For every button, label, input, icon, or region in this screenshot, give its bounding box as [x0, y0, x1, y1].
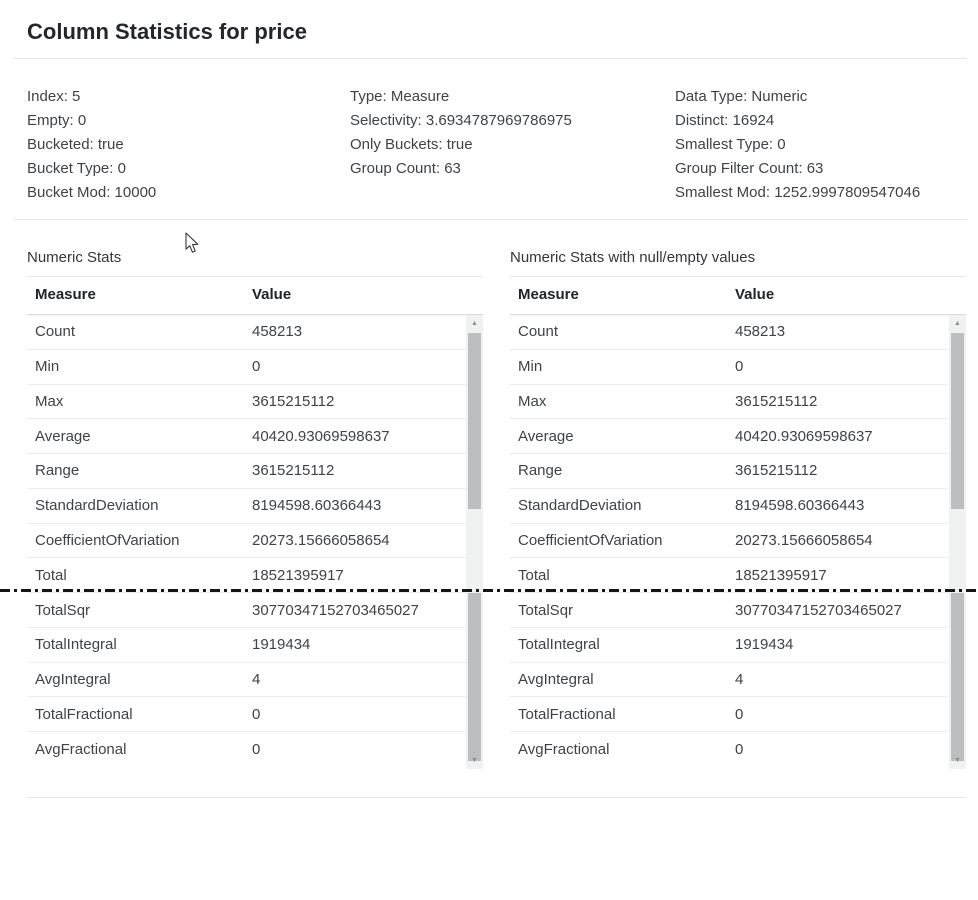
measure-cell: Max	[518, 392, 547, 410]
panel-title: Numeric Stats with null/empty values	[510, 249, 756, 266]
value-cell: 0	[735, 741, 744, 759]
meta-line: Index: 5	[27, 88, 81, 105]
value-cell: 3615215112	[735, 392, 818, 410]
measure-cell: Min	[518, 358, 543, 376]
table-row	[27, 593, 466, 628]
meta-line: Group Filter Count: 63	[675, 160, 824, 177]
value-cell: 0	[735, 705, 744, 723]
scrollbar[interactable]	[949, 315, 966, 769]
table-row	[510, 385, 949, 420]
measure-cell: Range	[35, 462, 80, 480]
value-cell: 8194598.60366443	[252, 497, 382, 515]
table-row	[510, 593, 949, 628]
table-row	[510, 489, 949, 524]
meta-column-middle	[350, 85, 675, 205]
value-cell: 1919434	[252, 636, 311, 654]
measure-cell: Count	[518, 323, 559, 341]
scrollbar-thumb-upper[interactable]	[468, 333, 481, 509]
scroll-up-button[interactable]	[949, 316, 966, 331]
meta-line: Empty: 0	[27, 112, 87, 129]
table-row	[27, 628, 466, 663]
table-header-row	[510, 277, 966, 315]
measure-cell: TotalIntegral	[518, 636, 600, 654]
table-row	[510, 732, 949, 767]
measure-cell: AvgFractional	[35, 741, 127, 759]
measure-cell: StandardDeviation	[35, 497, 159, 515]
value-cell: 40420.93069598637	[252, 427, 390, 445]
scroll-up-icon: ▲	[954, 320, 961, 327]
meta-line: Only Buckets: true	[350, 136, 473, 153]
table-row	[27, 385, 466, 420]
value-cell: 30770347152703465027	[252, 601, 419, 619]
measure-cell: Average	[35, 427, 91, 445]
meta-line: Bucket Type: 0	[27, 160, 126, 177]
measure-cell: TotalSqr	[35, 601, 91, 619]
value-cell: 30770347152703465027	[735, 601, 902, 619]
table-rows	[510, 315, 949, 767]
measure-cell: AvgIntegral	[35, 671, 111, 689]
column-header-measure: Measure	[35, 286, 96, 303]
measure-cell: Total	[35, 566, 67, 584]
meta-line: Data Type: Numeric	[675, 88, 808, 105]
bottom-divider	[27, 797, 966, 798]
measure-cell: CoefficientOfVariation	[35, 531, 180, 549]
measure-cell: Range	[518, 462, 563, 480]
table-row	[510, 663, 949, 698]
table-row	[510, 350, 949, 385]
meta-column-right	[675, 85, 966, 205]
table-row	[27, 315, 466, 350]
meta-section	[0, 59, 978, 205]
table-row	[27, 524, 466, 559]
table-row	[510, 454, 949, 489]
table-row	[510, 524, 949, 559]
scrollbar-thumb-lower[interactable]	[468, 593, 481, 761]
table-row	[27, 558, 466, 593]
table-row	[510, 315, 949, 350]
value-cell: 20273.15666058654	[735, 531, 873, 549]
table-row	[27, 350, 466, 385]
panel-title: Numeric Stats	[27, 249, 122, 266]
table-body	[510, 315, 966, 769]
scroll-down-icon: ▼	[954, 757, 961, 764]
meta-line: Bucket Mod: 10000	[27, 184, 157, 201]
measure-cell: Count	[35, 323, 76, 341]
scrollbar-thumb-lower[interactable]	[951, 593, 964, 761]
scrollbar[interactable]	[466, 315, 483, 769]
measure-cell: TotalFractional	[518, 705, 616, 723]
value-cell: 4	[252, 671, 261, 689]
table-row	[510, 697, 949, 732]
value-cell: 4	[735, 671, 744, 689]
measure-cell: AvgFractional	[518, 741, 610, 759]
table-row	[27, 732, 466, 767]
table-row	[27, 419, 466, 454]
value-cell: 0	[252, 741, 261, 759]
value-cell: 3615215112	[735, 462, 818, 480]
table-rows	[27, 315, 466, 767]
value-cell: 3615215112	[252, 462, 335, 480]
meta-line: Selectivity: 3.6934787969786975	[350, 112, 572, 129]
meta-line: Smallest Mod: 1252.9997809547046	[675, 184, 921, 201]
value-cell: 458213	[735, 323, 786, 341]
stitch-divider-line	[0, 589, 978, 592]
measure-cell: StandardDeviation	[518, 497, 642, 515]
value-cell: 18521395917	[252, 566, 344, 584]
measure-cell: Total	[518, 566, 550, 584]
measure-cell: AvgIntegral	[518, 671, 594, 689]
value-cell: 8194598.60366443	[735, 497, 865, 515]
measure-cell: Max	[35, 392, 64, 410]
table-row	[27, 489, 466, 524]
table-row	[510, 628, 949, 663]
stats-tables-section	[0, 220, 978, 769]
measure-cell: TotalIntegral	[35, 636, 117, 654]
numeric-stats-null-panel	[510, 220, 966, 769]
table-body	[27, 315, 483, 769]
column-header-value: Value	[252, 286, 292, 303]
value-cell: 458213	[252, 323, 303, 341]
scroll-down-button[interactable]	[949, 753, 966, 768]
scrollbar-thumb-upper[interactable]	[951, 333, 964, 509]
column-header-measure: Measure	[518, 286, 579, 303]
meta-line: Type: Measure	[350, 88, 450, 105]
table-row	[27, 697, 466, 732]
scroll-down-icon: ▼	[471, 757, 478, 764]
measure-cell: TotalFractional	[35, 705, 133, 723]
value-cell: 0	[735, 358, 744, 376]
column-header-value: Value	[735, 286, 775, 303]
value-cell: 3615215112	[252, 392, 335, 410]
meta-line: Smallest Type: 0	[675, 136, 786, 153]
value-cell: 20273.15666058654	[252, 531, 390, 549]
measure-cell: Average	[518, 427, 574, 445]
scroll-up-icon: ▲	[471, 320, 478, 327]
table-row	[510, 419, 949, 454]
page-title: Column Statistics for price	[27, 19, 307, 44]
measure-cell: TotalSqr	[518, 601, 574, 619]
table-row	[27, 663, 466, 698]
value-cell: 0	[252, 358, 261, 376]
scroll-down-button[interactable]	[466, 753, 483, 768]
measure-cell: CoefficientOfVariation	[518, 531, 663, 549]
meta-line: Distinct: 16924	[675, 112, 775, 129]
table-row	[27, 454, 466, 489]
value-cell: 18521395917	[735, 566, 827, 584]
table-header-row	[27, 277, 483, 315]
meta-line: Group Count: 63	[350, 160, 461, 177]
meta-column-left	[27, 85, 350, 205]
measure-cell: Min	[35, 358, 60, 376]
value-cell: 40420.93069598637	[735, 427, 873, 445]
scroll-up-button[interactable]	[466, 316, 483, 331]
value-cell: 0	[252, 705, 261, 723]
numeric-stats-panel	[27, 220, 483, 769]
table-row	[510, 558, 949, 593]
meta-line: Bucketed: true	[27, 136, 124, 153]
value-cell: 1919434	[735, 636, 794, 654]
